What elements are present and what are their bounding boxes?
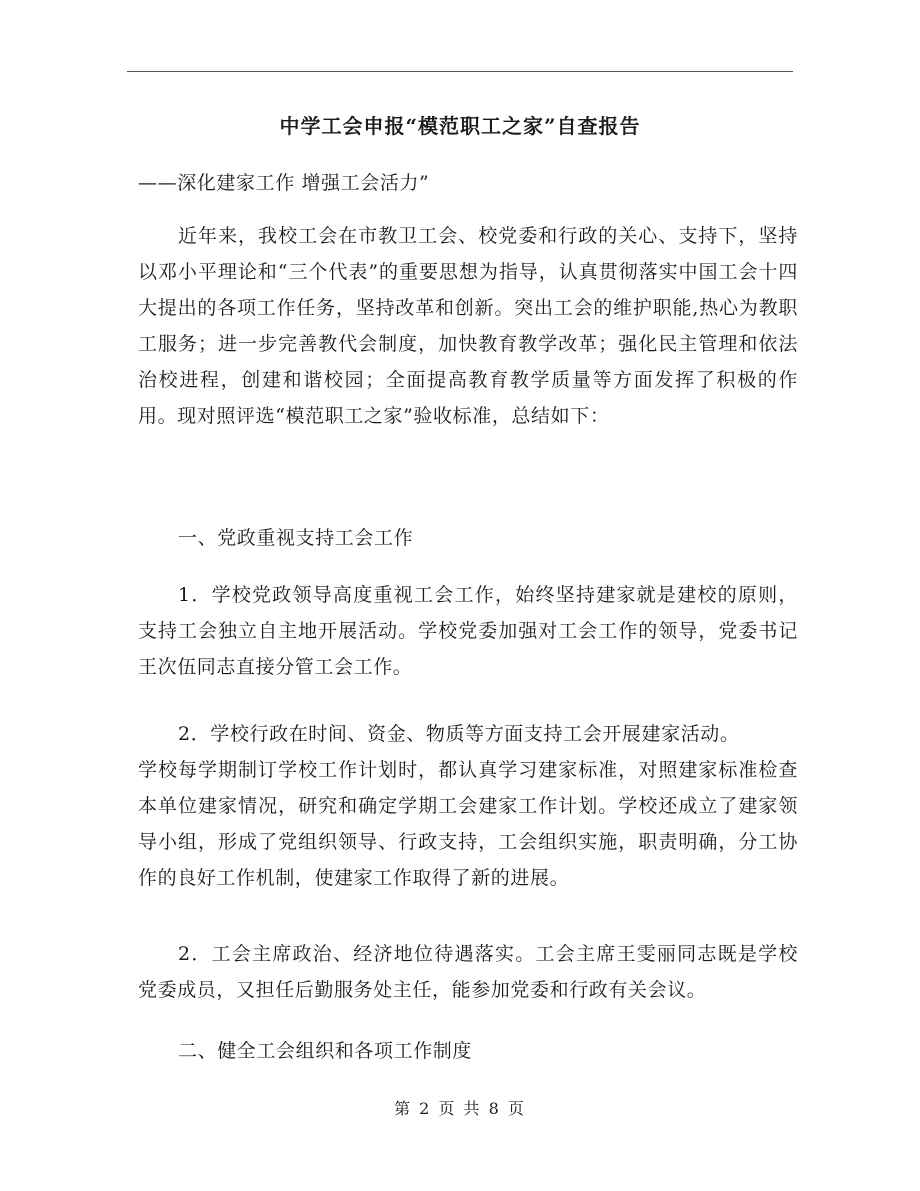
page-indicator: 第 2 页 共 8 页 [394,1099,526,1118]
paragraph-item-1: 1．学校党政领导高度重视工会工作，始终坚持建家就是建校的原则，支持工会独立自主地开展活动。学校党委加强对工会工作的领导，党委书记王次伍同志直接分管工会工作。 [138,584,798,678]
paragraph-item-3: 2．工会主席政治、经济地位待遇落实。工会主席王雯丽同志既是学校党委成员，又担任后勤服务处主任，能参加党委和行政有关会议。 [138,943,798,1001]
header-rule [127,71,793,72]
document-subtitle: ——深化建家工作 增强工会活力” [138,172,430,194]
section-heading-1: 一、党政重视支持工会工作 [178,527,414,549]
paragraph-intro: 近年来，我校工会在市教卫工会、校党委和行政的关心、支持下，坚持以邓小平理论和“三个代表”的重要思想为指导，认真贯彻落实中国工会十四大提出的各项工作任务，坚持改革和创新。突出工会的维护职能,热心为教职工服务；进一步完善教代会制度，加快教育教学改革；强化民主管理和依法治校进程，创建和谐校园；全面提高教育教学质量等方面发挥了积极的作用。现对照评选“模范职工之家”验收标准，总结如下： [138,225,798,427]
section-heading-2: 二、健全工会组织和各项工作制度 [178,1040,473,1062]
paragraph-item-2-lead: 2．学校行政在时间、资金、物质等方面支持工会开展建家活动。 [178,723,740,745]
document-title: 中学工会申报“模范职工之家”自查报告 [279,114,641,138]
paragraph-item-2-body: 学校每学期制订学校工作计划时，都认真学习建家标准，对照建家标准检查本单位建家情况，研究和确定学期工会建家工作计划。学校还成立了建家领导小组，形成了党组织领导、行政支持，工会组织实施，职责明确，分工协作的良好工作机制，使建家工作取得了新的进展。 [138,759,798,889]
